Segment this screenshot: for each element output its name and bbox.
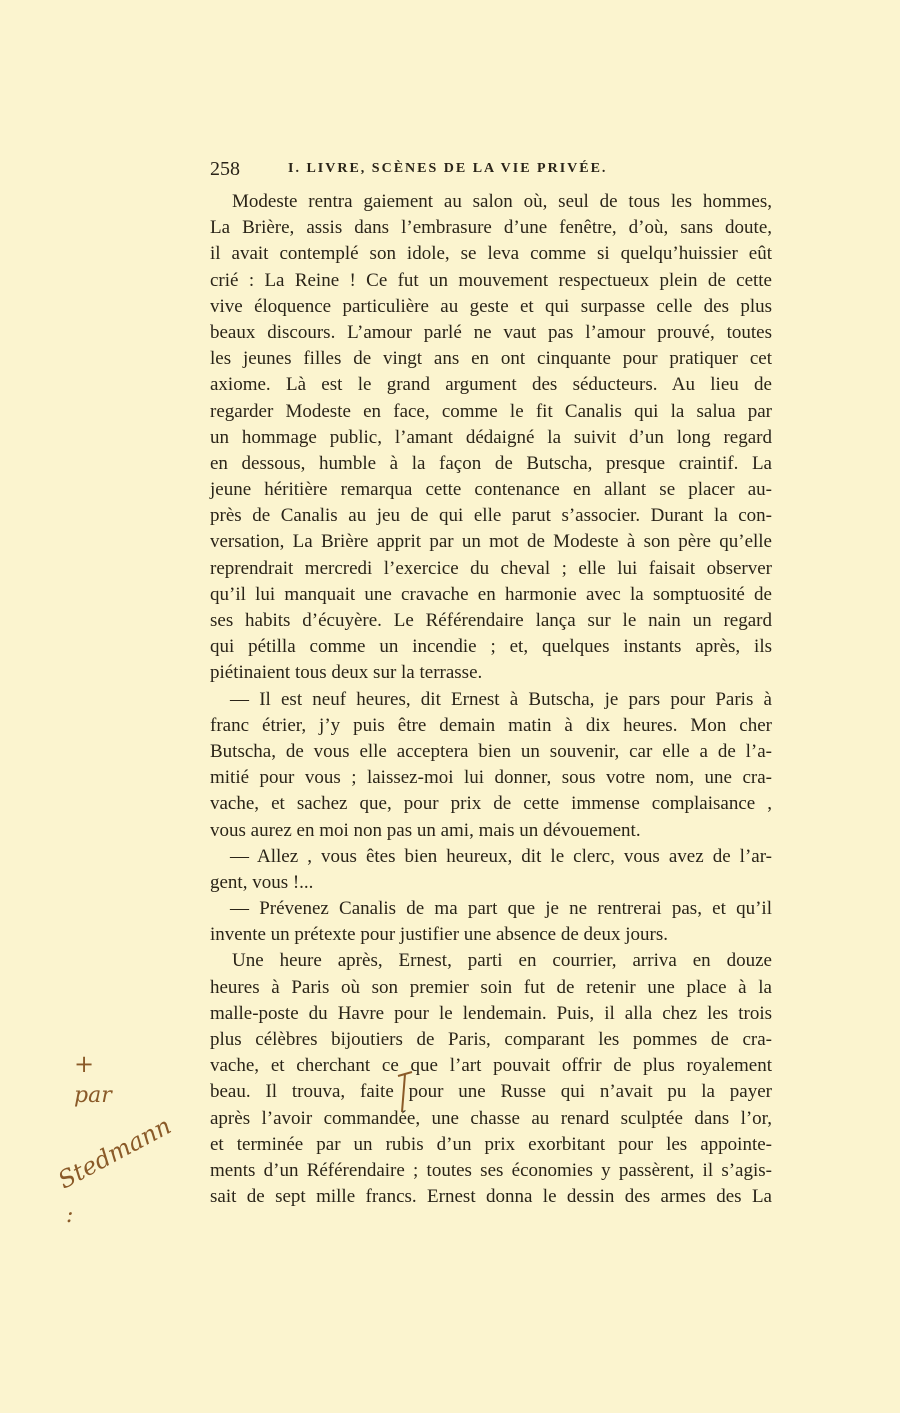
text-line: crié : La Reine ! Ce fut un mouvement respectueux plein de cette	[210, 269, 772, 291]
text-line: La Brière, assis dans l’embrasure d’une fenêtre, d’où, sans doute,	[210, 217, 772, 239]
text-line: vache, et sachez que, pour prix de cette immense complaisance ,	[210, 793, 772, 815]
text-line: et terminée par un rubis d’un prix exorbitant pour les appointe-	[210, 1133, 772, 1155]
text-line: — Prévenez Canalis de ma part que je ne rentrerai pas, et qu’il	[230, 898, 772, 920]
text-line: — Il est neuf heures, dit Ernest à Butscha, je pars pour Paris à	[230, 688, 772, 710]
text-line: qui pétilla comme un incendie ; et, quelques instants après, ils	[210, 636, 772, 658]
text-line: un hommage public, l’amant dédaigné la suivit d’un long regard	[210, 426, 772, 448]
text-line: malle-poste du Havre pour le lendemain. Puis, il alla chez les trois	[210, 1002, 772, 1024]
annotation-colon: :	[66, 1203, 74, 1228]
text-line: sait de sept mille francs. Ernest donna le dessin des armes des La	[210, 1186, 772, 1208]
text-line: ments d’un Référendaire ; toutes ses économies y passèrent, il s’agis-	[210, 1159, 772, 1181]
text-line: — Allez , vous êtes bien heureux, dit le clerc, vous avez de l’ar-	[230, 845, 772, 867]
text-line: les jeunes filles de vingt ans en ont cinquante pour pratiquer cet	[210, 348, 772, 370]
annotation-word-par: par	[74, 1083, 112, 1108]
text-line: reprendrait mercredi l’exercice du cheval ; elle lui faisait observer	[210, 557, 772, 579]
text-line: jeune héritière remarqua cette contenance en allant se placer au-	[210, 479, 772, 501]
text-line: versation, La Brière apprit par un mot de Modeste à son père qu’elle	[210, 531, 772, 553]
text-line: beau. Il trouva, faite pour une Russe qui n’avait pu la payer	[210, 1081, 772, 1103]
text-line: Butscha, de vous elle acceptera bien un souvenir, car elle a de l’a-	[210, 740, 772, 762]
text-line: invente un prétexte pour justifier une absence de deux jours.	[210, 924, 668, 946]
text-line: vive éloquence particulière au geste et qui surpasse celle des plus	[210, 295, 772, 317]
text-line: en dessous, humble à la façon de Butscha, presque craintif. La	[210, 452, 772, 474]
text-line: heures à Paris où son premier soin fut de retenir une place à la	[210, 976, 772, 998]
text-line: Une heure après, Ernest, parti en courrier, arriva en douze	[232, 950, 772, 972]
running-head: I. LIVRE, SCÈNES DE LA VIE PRIVÉE.	[288, 161, 608, 176]
text-line: vache, et cherchant ce que l’art pouvait offrir de plus royalement	[210, 1055, 772, 1077]
text-line: gent, vous !...	[210, 871, 314, 893]
annotation-word-name: Stedmann	[53, 1111, 176, 1195]
text-line: piétinaient tous deux sur la terrasse.	[210, 662, 483, 684]
text-line: mitié pour vous ; laissez-moi lui donner, sous votre nom, une cra-	[210, 767, 772, 789]
text-line: il avait contemplé son idole, se leva comme si quelqu’huissier eût	[210, 243, 772, 265]
text-line: franc étrier, j’y puis être demain matin à dix heures. Mon cher	[210, 714, 772, 736]
text-line: Modeste rentra gaiement au salon où, seul de tous les hommes,	[232, 191, 772, 212]
text-line: qu’il lui manquait une cravache en harmonie avec la somptuosité de	[210, 583, 772, 605]
text-line: regarder Modeste en face, comme le fit Canalis qui la salua par	[210, 400, 772, 422]
page-number: 258	[210, 158, 240, 180]
text-line: après l’avoir commandée, une chasse au renard sculptée dans l’or,	[210, 1107, 772, 1129]
text-line: vous aurez en moi non pas un ami, mais un dévouement.	[210, 819, 641, 841]
annotation-plus-mark: +	[74, 1050, 95, 1078]
text-line: plus célèbres bijoutiers de Paris, comparant les pommes de cra-	[210, 1029, 772, 1050]
text-line: beaux discours. L’amour parlé ne vaut pas l’amour prouvé, toutes	[210, 321, 772, 343]
text-line: près de Canalis au jeu de qui elle parut s’associer. Durant la con-	[210, 505, 772, 527]
text-line: axiome. Là est le grand argument des séducteurs. Au lieu de	[210, 374, 772, 396]
text-line: ses habits d’écuyère. Le Référendaire lança sur le nain un regard	[210, 610, 772, 631]
